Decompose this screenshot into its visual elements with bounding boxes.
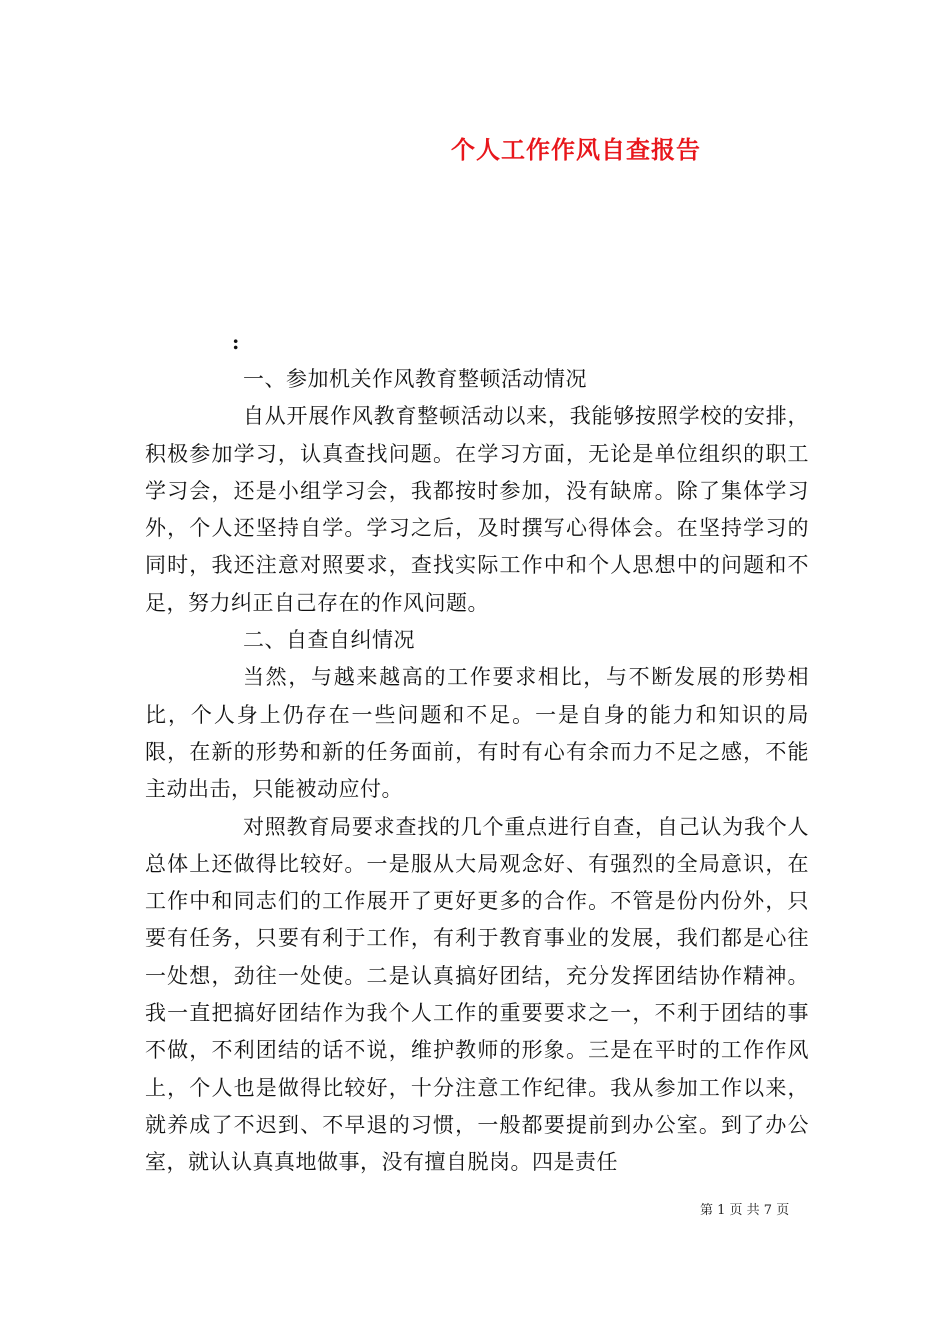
section-heading: 一、参加机关作风教育整顿活动情况 [243, 367, 587, 391]
document-title: 个人工作作风自查报告 [451, 135, 701, 164]
paragraph: 对照教育局要求查找的几个重点进行自查，自己认为我个人总体上还做得比较好。一是服从大局观念好、有强烈的全局意识，在工作中和同志们的工作展开了更好更多的合作。不管是份内份外，只要有任务，只要有利于工作，有利于教育事业的发展，我们都是心往一处想，劲往一处使。二是认真搞好团结，充分发挥团结协作精神。我一直把搞好团结作为我个人工作的重要要求之一，不利于团结的事不做，不利团结的话不说，维护教师的形象。三是在平时的工作作风上，个人也是做得比较好，十分注意工作纪律。我从参加工作以来，就养成了不迟到、不早退的习惯，一般都要提前到办公室。到了办公室，就认认真真地做事，没有擅自脱岗。四是责任 [145, 814, 809, 1175]
paragraph: 自从开展作风教育整顿活动以来，我能够按照学校的安排，积极参加学习，认真查找问题。在学习方面，无论是单位组织的职工学习会，还是小组学习会，我都按时参加，没有缺席。除了集体学习外，个人还坚持自学。学习之后，及时撰写心得体会。在坚持学习的同时，我还注意对照要求，查找实际工作中和个人思想中的问题和不足，努力纠正自己存在的作风问题。 [145, 404, 809, 615]
colon-mark: : [232, 330, 240, 354]
document-body [145, 361, 809, 1182]
paragraph: 当然，与越来越高的工作要求相比，与不断发展的形势相比，个人身上仍存在一些问题和不足。一是自身的能力和知识的局限，在新的形势和新的任务面前，有时有心有余而力不足之感，不能主动出击，只能被动应付。 [145, 665, 809, 802]
page-number-footer: 第 1 页 共 7 页 [700, 1203, 790, 1218]
section-heading: 二、自查自纠情况 [243, 628, 415, 653]
